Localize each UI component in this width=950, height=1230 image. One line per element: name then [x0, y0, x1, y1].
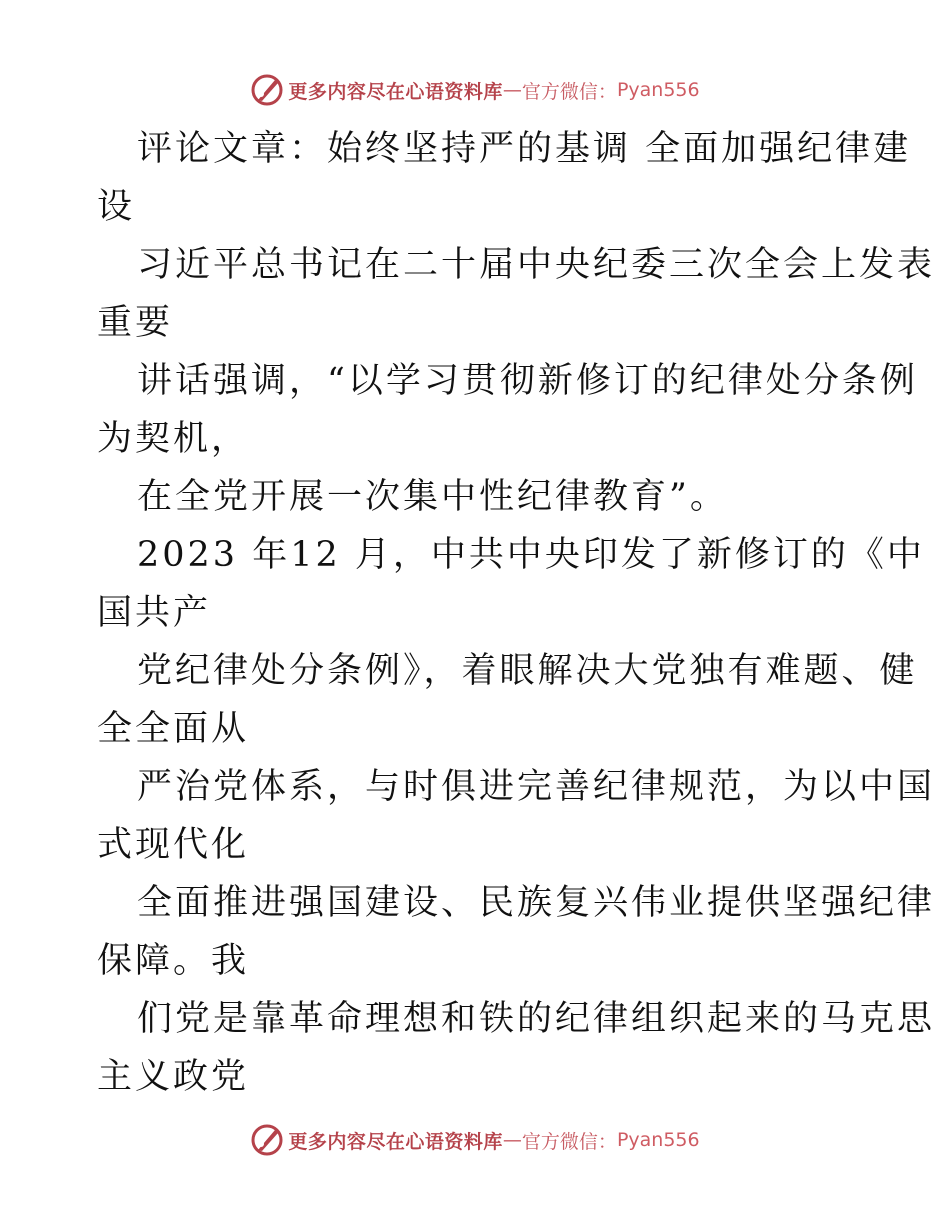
quill-logo-icon	[250, 73, 284, 107]
text-line: 2023 年12 月，中共中央印发了新修订的《中	[137, 535, 925, 575]
text-line: 全面推进强国建设、民族复兴伟业提供坚强纪律	[137, 883, 936, 923]
banner-main-text: 更多内容尽在心语资料库	[288, 80, 503, 103]
text-line: 主义政党	[97, 1057, 250, 1097]
article-body	[97, 120, 936, 1106]
article-title-line: 评论文章：始终坚持严的基调 全面加强纪律建	[137, 129, 912, 169]
text-line: 们党是靠革命理想和铁的纪律组织起来的马克思	[137, 999, 936, 1039]
text-line: 全全面从	[97, 709, 250, 749]
banner-dash: —	[502, 1129, 522, 1151]
banner-official-label: 官方微信：	[521, 80, 617, 103]
banner-account-id: Pyan556	[616, 1129, 700, 1151]
text-line: 保障。我	[97, 941, 250, 981]
banner-account-id: Pyan556	[616, 79, 700, 101]
banner-official-label: 官方微信：	[521, 1130, 617, 1153]
text-line: 习近平总书记在二十届中央纪委三次全会上发表	[137, 245, 936, 285]
banner-dash: —	[502, 79, 522, 101]
text-line: 式现代化	[97, 825, 250, 865]
quill-logo-icon	[250, 1123, 284, 1157]
text-line: 讲话强调，“以学习贯彻新修订的纪律处分条例	[137, 361, 918, 401]
text-line: 党纪律处分条例》，着眼解决大党独有难题、健	[137, 651, 918, 691]
banner-main-text: 更多内容尽在心语资料库	[288, 1130, 503, 1153]
text-line: 在全党开展一次集中性纪律教育”。	[137, 477, 728, 517]
text-line: 为契机，	[97, 419, 250, 459]
watermark-footer	[0, 1120, 950, 1160]
text-line: 国共产	[97, 593, 212, 633]
text-line: 严治党体系，与时俱进完善纪律规范，为以中国	[137, 767, 936, 807]
text-line: 设	[97, 187, 136, 227]
watermark-header	[0, 70, 950, 110]
text-line: 重要	[97, 303, 174, 343]
